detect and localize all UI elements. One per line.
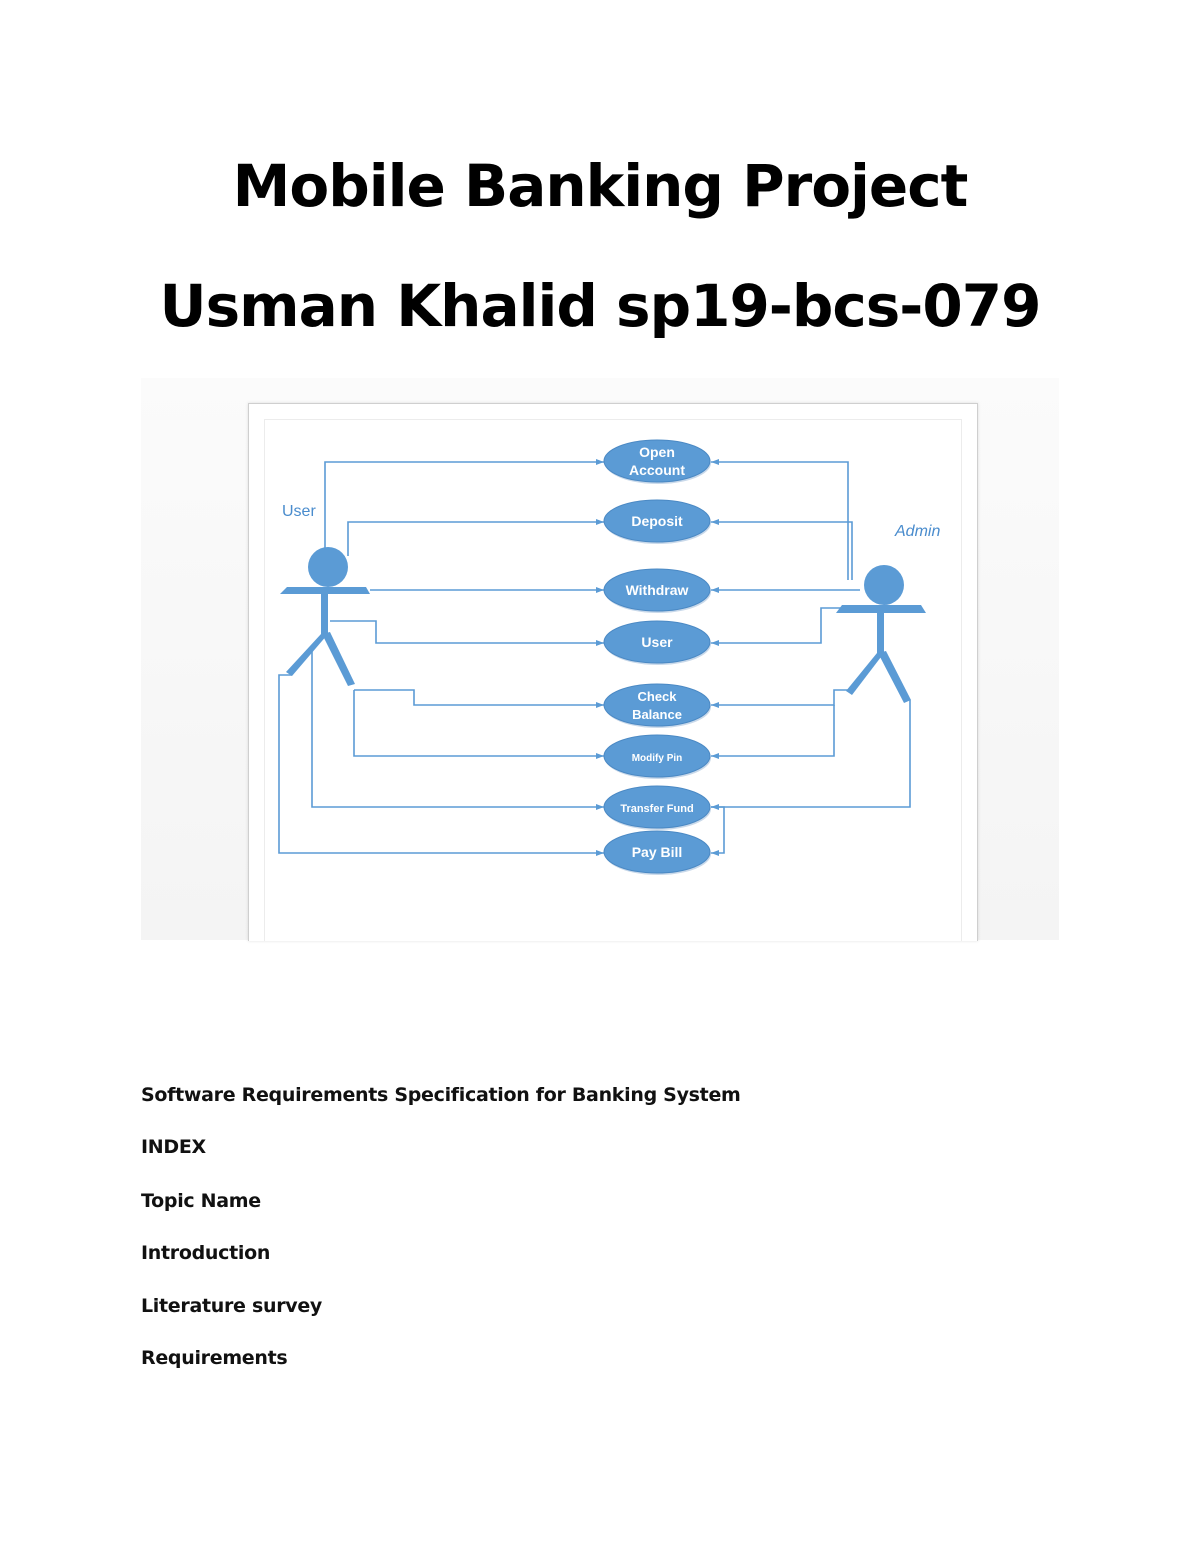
arrowhead: [711, 850, 719, 856]
use-case-ellipse: [604, 684, 711, 728]
use-case-ellipse: [604, 440, 711, 484]
arrowhead: [711, 753, 719, 759]
toc-literature-survey: Literature survey: [141, 1295, 323, 1317]
use-case-ellipse: [604, 786, 711, 830]
document-title: Mobile Banking Project: [232, 152, 968, 220]
use-case-label: Modify Pin: [631, 753, 683, 764]
connector-line: [711, 462, 848, 580]
use-case-label: Check Balance: [632, 689, 682, 722]
use-case-ellipse: [604, 500, 711, 544]
arrowhead: [596, 640, 604, 646]
use-case-ellipse: [604, 831, 711, 875]
connector-line: [330, 621, 604, 643]
use-case-ellipse: [604, 569, 711, 613]
connector-line: [279, 675, 604, 853]
arrowhead: [711, 804, 719, 810]
arrowhead: [711, 640, 719, 646]
arrowhead: [596, 459, 604, 465]
use-case-label: Withdraw: [625, 582, 689, 598]
user-actor-icon: [280, 547, 370, 686]
user-actor-label: User: [282, 503, 316, 520]
use-case-label: User: [641, 634, 673, 650]
srs-heading: Software Requirements Specification for Banking System: [141, 1084, 741, 1106]
toc-topic-name: Topic Name: [141, 1190, 261, 1212]
arrowhead: [711, 702, 719, 708]
arrowhead: [711, 459, 719, 465]
use-case-label: Pay Bill: [631, 844, 683, 860]
arrowhead: [596, 753, 604, 759]
use-case-ellipse: [604, 621, 711, 665]
toc-introduction: Introduction: [141, 1242, 271, 1264]
connector-line: [312, 650, 604, 807]
author-line: Usman Khalid sp19-bcs-079: [159, 272, 1041, 340]
arrowhead: [596, 519, 604, 525]
connector-line: [711, 700, 910, 807]
connector-line: [348, 522, 604, 556]
connector-line: [711, 807, 724, 853]
arrowhead: [711, 587, 719, 593]
admin-actor-icon: [836, 565, 926, 703]
arrowhead: [596, 850, 604, 856]
connector-line: [711, 705, 834, 756]
arrowhead: [711, 519, 719, 525]
use-case-label: Open Account: [629, 444, 685, 478]
connector-line: [354, 690, 604, 756]
connector-line: [711, 690, 855, 705]
connector-line: [325, 462, 604, 549]
use-case-label: Transfer Fund: [620, 803, 694, 815]
connector-line: [711, 522, 852, 580]
admin-actor-label: Admin: [895, 523, 941, 540]
arrowhead: [596, 587, 604, 593]
arrowhead: [596, 804, 604, 810]
index-label: INDEX: [141, 1136, 206, 1158]
use-case-ellipse: [604, 735, 711, 779]
use-case-label: Deposit: [631, 513, 683, 529]
toc-requirements: Requirements: [141, 1347, 288, 1369]
arrowhead: [596, 702, 604, 708]
connector-line: [354, 690, 604, 705]
connector-line: [711, 608, 845, 643]
